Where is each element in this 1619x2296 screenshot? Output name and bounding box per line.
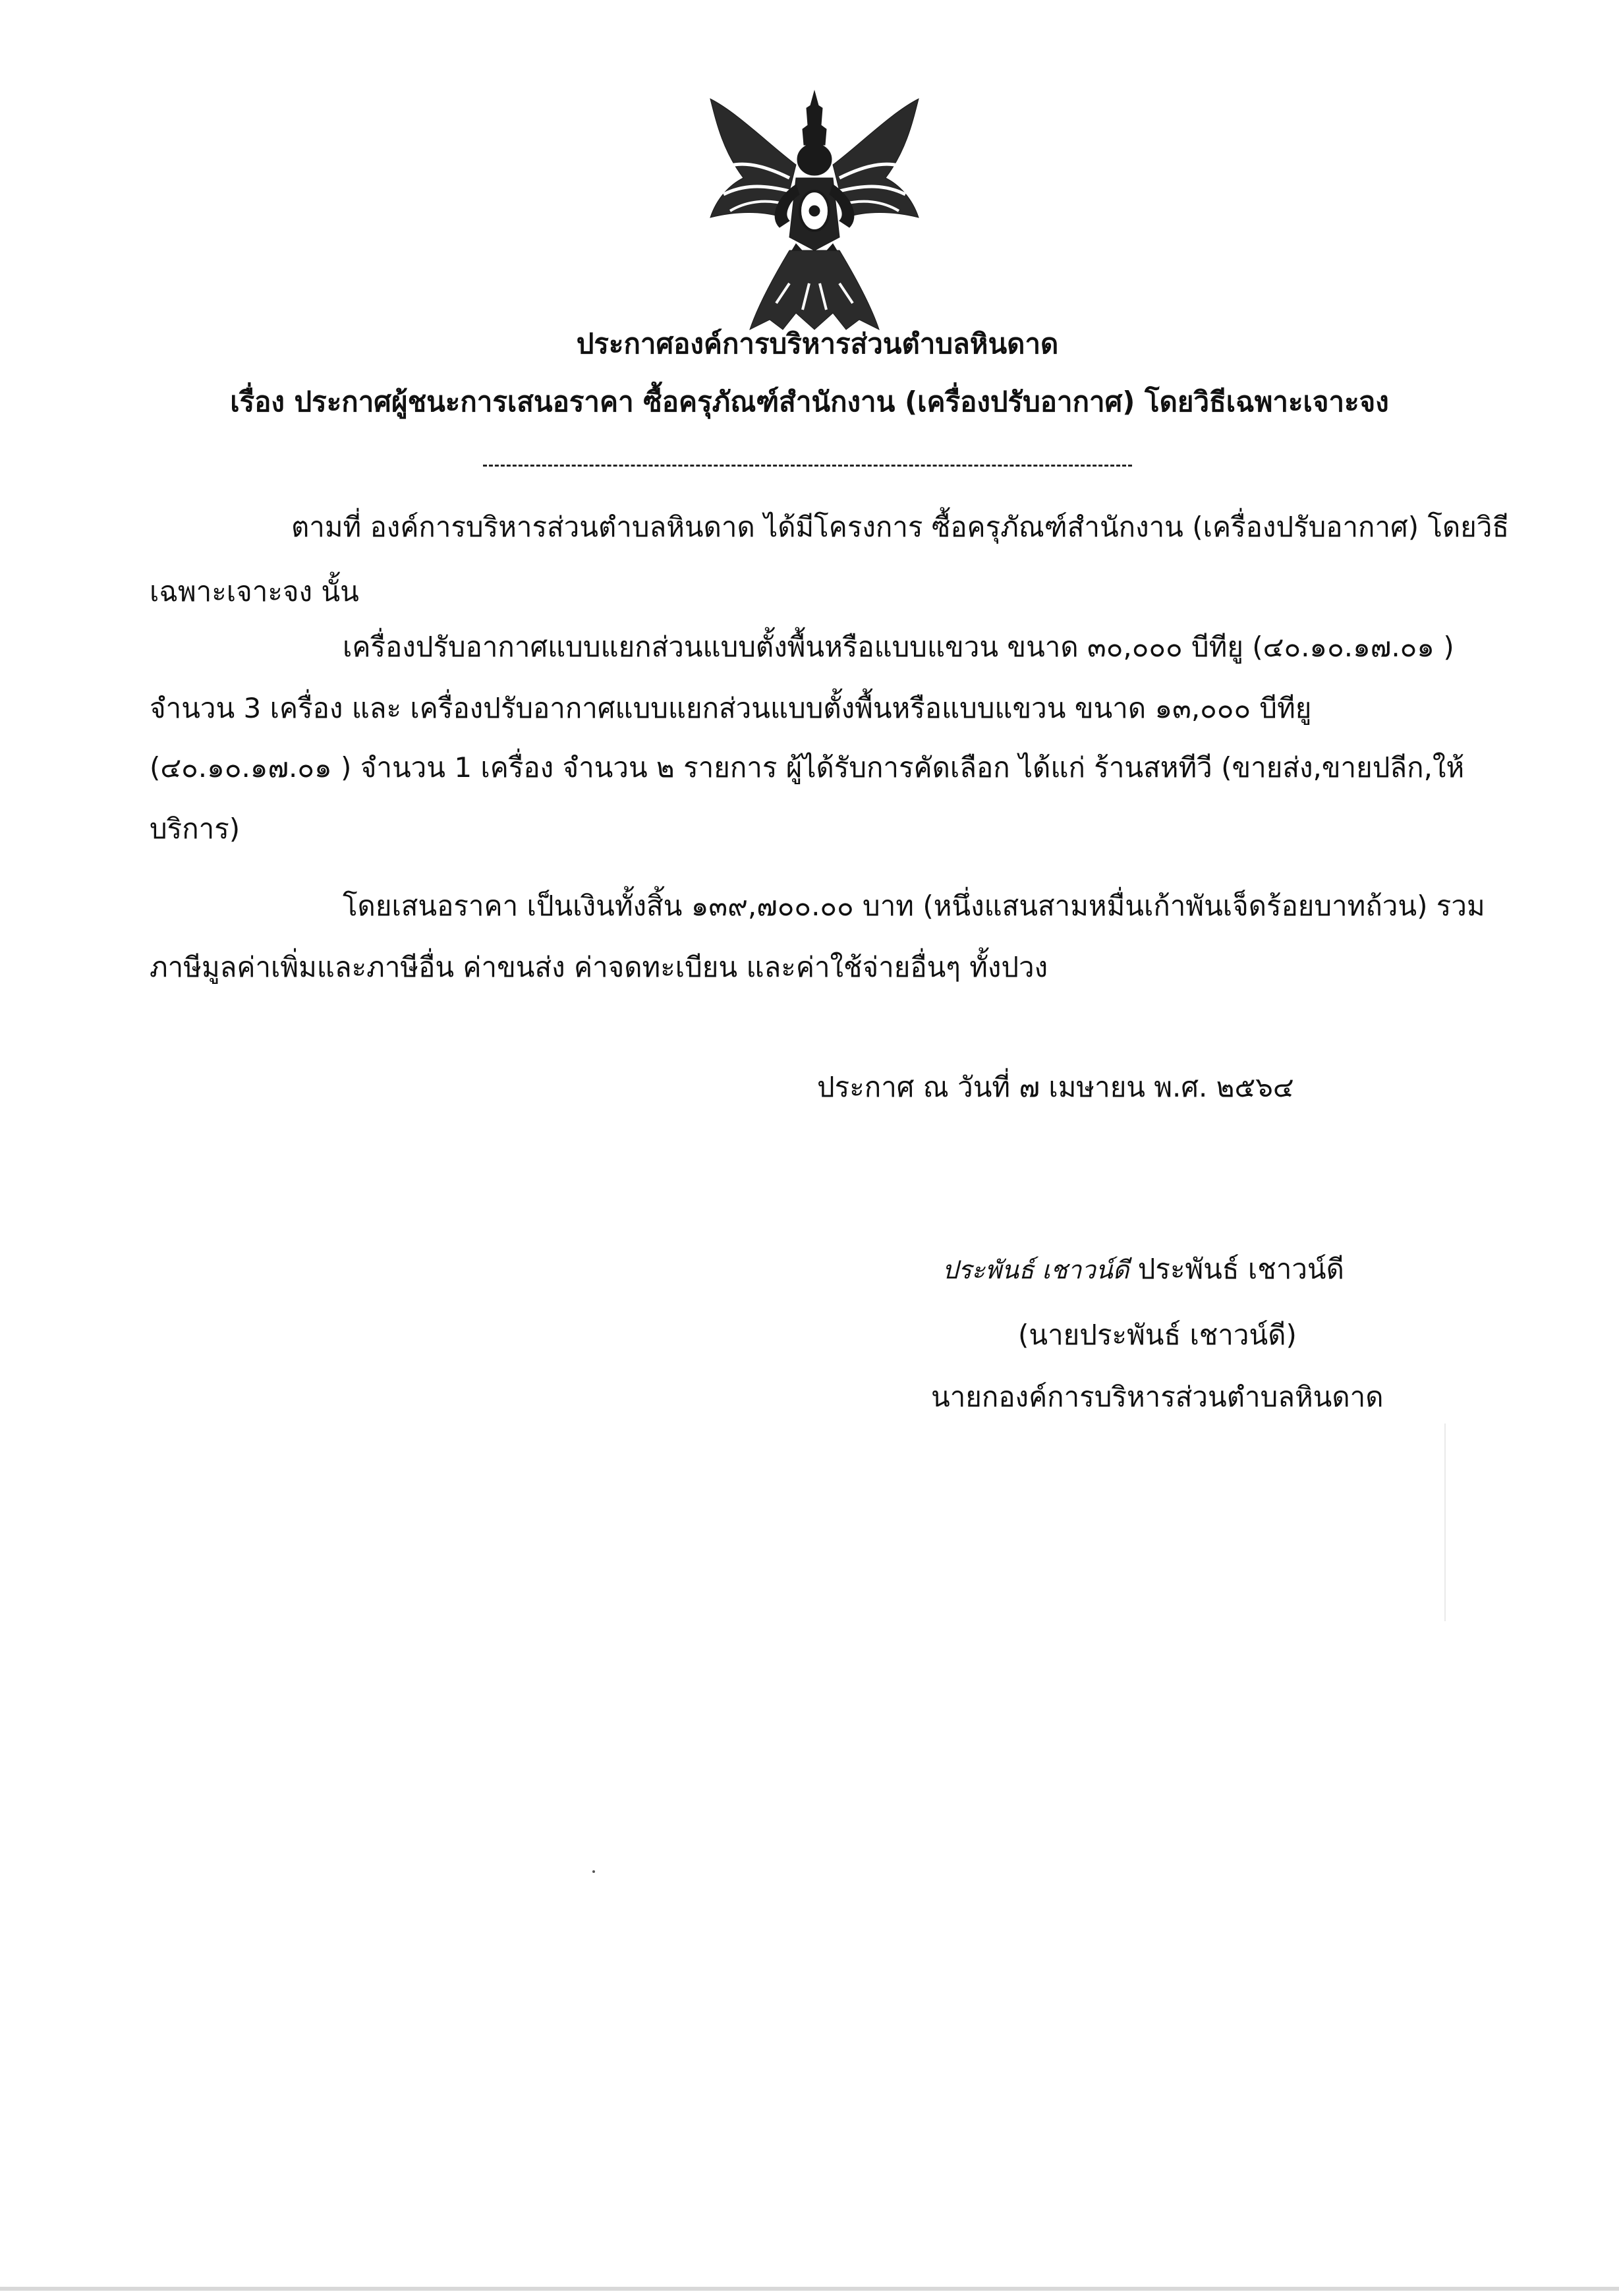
paragraph-2-line-2: จำนวน 3 เครื่อง และ เครื่องปรับอากาศแบบแยกส่วนแบบตั้งพื้นหรือแบบแขวน ขนาด ๑๓,๐๐๐ บีทียู (150, 692, 1312, 724)
handwritten-signature: ประพันธ์ เชาวน์ดี (942, 1255, 1129, 1284)
announcement-issuer: ประกาศองค์การบริหารส่วนตำบลหินดาด (576, 328, 1059, 360)
signer-full-name: (นายประพันธ์ เชาวน์ดี) (1018, 1319, 1297, 1351)
garuda-emblem-icon (691, 86, 938, 336)
announcement-date: ประกาศ ณ วันที่ ๗ เมษายน พ.ศ. ๒๕๖๔ (817, 1071, 1294, 1103)
paragraph-2-line-1: เครื่องปรับอากาศแบบแยกส่วนแบบตั้งพื้นหรือแบบแขวน ขนาด ๓๐,๐๐๐ บีทียู (๔๐.๑๐.๑๗.๐๑ ) (343, 631, 1454, 663)
paragraph-3-line-2: ภาษีมูลค่าเพิ่มและภาษีอื่น ค่าขนส่ง ค่าจดทะเบียน และค่าใช้จ่ายอื่นๆ ทั้งปวง (150, 951, 1048, 983)
announcement-subject: เรื่อง ประกาศผู้ชนะการเสนอราคา ซื้อครุภัณฑ์สำนักงาน (เครื่องปรับอากาศ) โดยวิธีเฉพาะเจาะจง (230, 386, 1389, 418)
signature-line (942, 1249, 1344, 1290)
scan-artifact-dot (592, 1870, 595, 1873)
paragraph-2-line-4: บริการ) (150, 813, 241, 845)
paragraph-3-line-1: โดยเสนอราคา เป็นเงินทั้งสิ้น ๑๓๙,๗๐๐.๐๐ บาท (หนึ่งแสนสามหมื่นเก้าพันเจ็ดร้อยบาทถ้วน) รวม (343, 890, 1485, 922)
signer-printed-name: ประพันธ์ เชาวน์ดี (1137, 1253, 1344, 1285)
signer-position: นายกองค์การบริหารส่วนตำบลหินดาด (931, 1381, 1384, 1413)
page-bottom-edge (0, 2287, 1619, 2291)
title-divider (483, 465, 1132, 467)
paragraph-2-line-3: (๔๐.๑๐.๑๗.๐๑ ) จำนวน 1 เครื่อง จำนวน ๒ รายการ ผู้ได้รับการคัดเลือก ได้แก่ ร้านสหทีวี (ขายส่ง,ขายปลีก,ให้ (150, 751, 1465, 784)
paragraph-1-line-2: เฉพาะเจาะจง นั้น (150, 575, 359, 608)
paragraph-1-line-1: ตามที่ องค์การบริหารส่วนตำบลหินดาด ได้มีโครงการ ซื้อครุภัณฑ์สำนักงาน (เครื่องปรับอากาศ) โดยวิธี (291, 511, 1510, 543)
scan-artifact-line (1444, 1423, 1446, 1621)
